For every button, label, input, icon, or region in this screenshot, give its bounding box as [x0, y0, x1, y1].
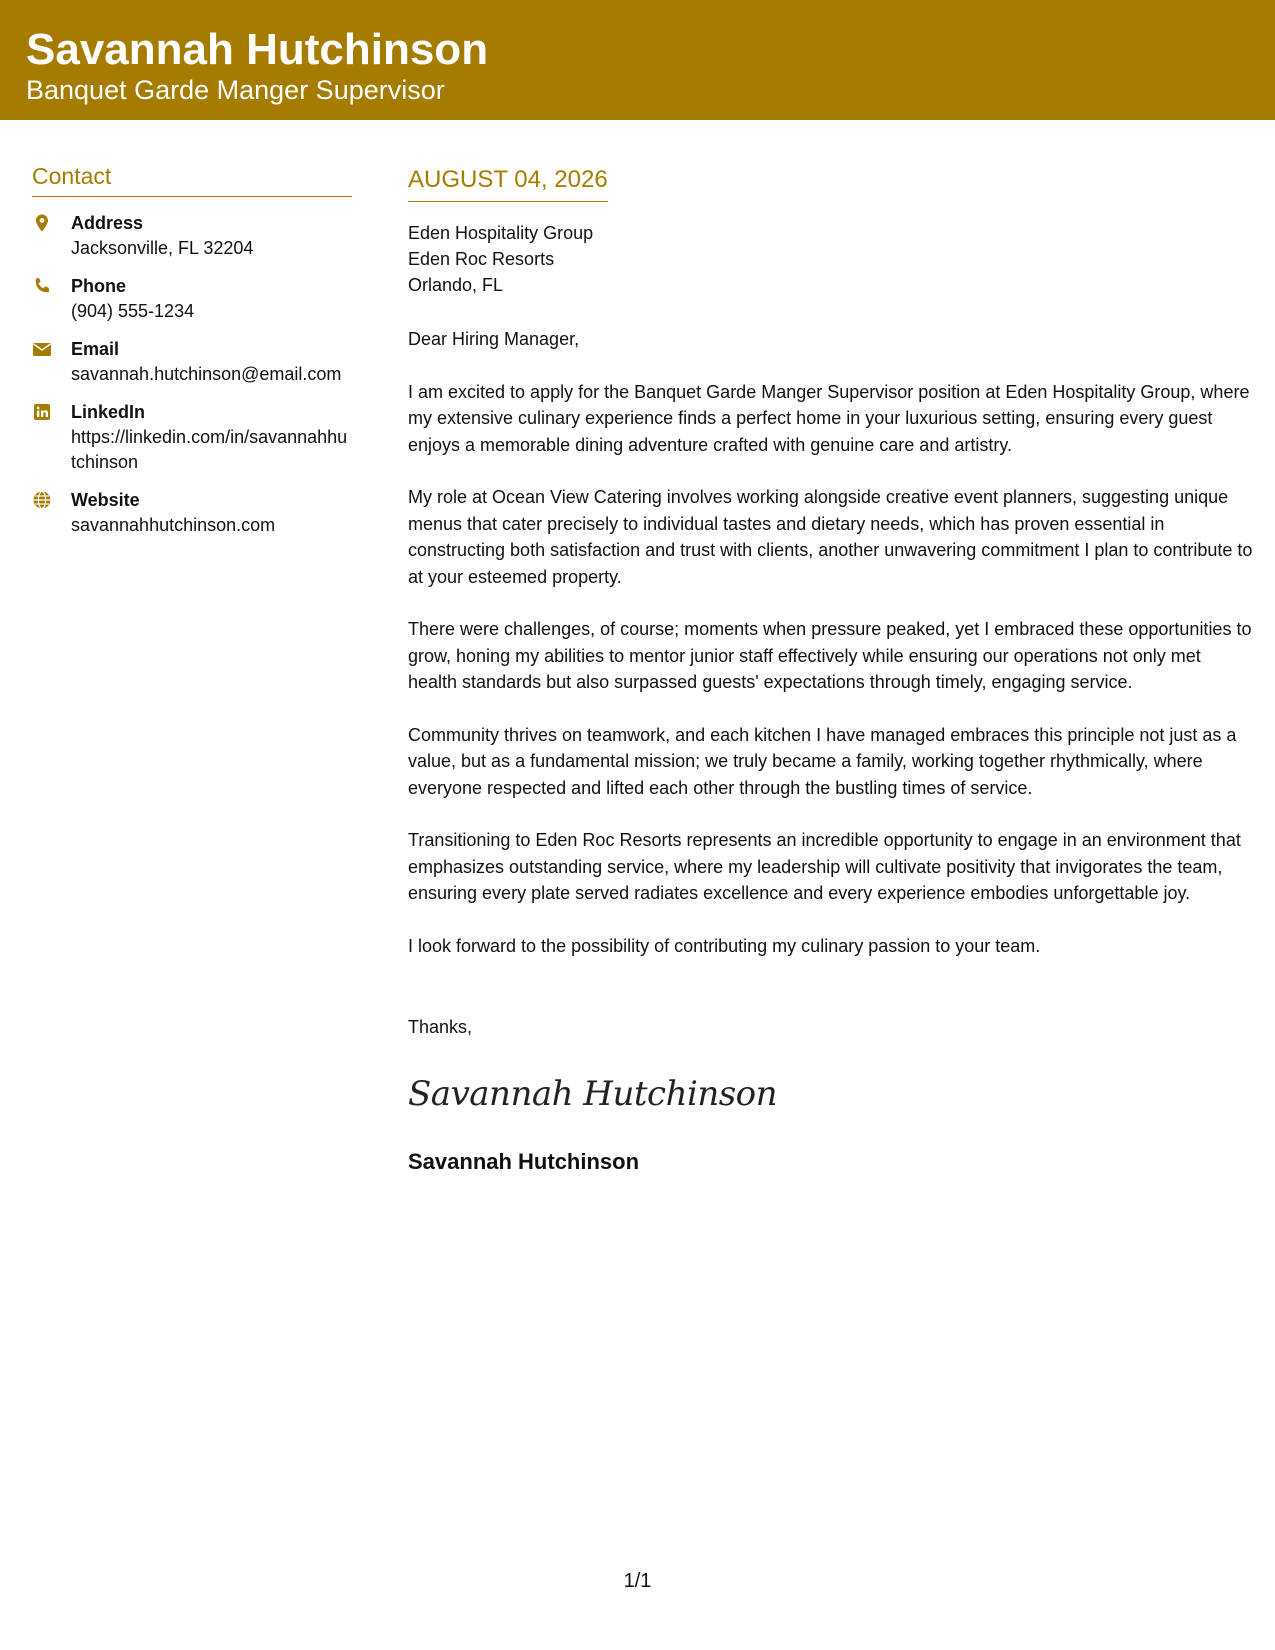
- contact-value: savannah.hutchinson@email.com: [71, 364, 342, 384]
- phone-icon: [32, 276, 52, 296]
- globe-icon: [32, 490, 52, 510]
- letter-body: [408, 164, 1253, 1177]
- contact-linkedin: [32, 400, 352, 475]
- greeting: Dear Hiring Manager,: [408, 329, 580, 349]
- letter-paragraph: I look forward to the possibility of contributing my culinary passion to your team.: [408, 935, 1041, 956]
- recipient-line: Orlando, FL: [408, 275, 504, 295]
- letter-paragraph: I am excited to apply for the Banquet Garde Manger Supervisor position at Eden Hospitality Group, where my extensive culinary experience finds a perfect home in your luxurious setting, ensuring every guest enjoys a memorable dining adventure crafted with genuine care and artistry.: [408, 381, 1250, 455]
- map-pin-icon: [32, 213, 52, 233]
- recipient-line: Eden Roc Resorts: [408, 249, 555, 269]
- letter-paragraph: Transitioning to Eden Roc Resorts represents an incredible opportunity to engage in an environment that emphasizes outstanding service, where my leadership will cultivate positivity that invigorates the team, ensuring every plate served radiates excellence and every experience embodies unforgettable joy.: [408, 830, 1241, 903]
- contact-value: (904) 555-1234: [71, 301, 195, 321]
- recipient-block: [408, 220, 1253, 298]
- contact-email: [32, 337, 352, 387]
- contact-label: Email: [71, 339, 120, 359]
- contact-section-title: Contact: [32, 160, 352, 197]
- contact-address: [32, 211, 352, 261]
- candidate-name: Savannah Hutchinson: [26, 25, 489, 74]
- linkedin-icon: [32, 402, 52, 422]
- letter-date: AUGUST 04, 2026: [408, 164, 608, 202]
- candidate-job-title: Banquet Garde Manger Supervisor: [26, 75, 445, 105]
- contact-value: https://linkedin.com/in/savannahhutchinson: [71, 427, 348, 472]
- contact-label: Website: [71, 490, 140, 510]
- header-banner: [0, 0, 1275, 120]
- signature-name: Savannah Hutchinson: [408, 1148, 640, 1174]
- letter-paragraph: Community thrives on teamwork, and each kitchen I have managed embraces this principle not just as a value, but as a fundamental mission; we truly became a family, working together rhythmically, where everyone respected and lifted each other through the bustling times of service.: [408, 724, 1237, 798]
- closing: Thanks,: [408, 1017, 473, 1037]
- letter-paragraph: There were challenges, of course; moments when pressure peaked, yet I embraced these opportunities to grow, honing my abilities to mentor junior staff effectively while ensuring our operations not only met health standards but also surpassed guests' expectations through timely, engaging service.: [408, 619, 1252, 692]
- recipient-line: Eden Hospitality Group: [408, 223, 594, 243]
- contact-value: savannahhutchinson.com: [71, 515, 276, 535]
- letter-paragraph: My role at Ocean View Catering involves working alongside creative event planners, suggesting unique menus that cater precisely to individual tastes and dietary needs, which has proven essential in constructing both satisfaction and trust with clients, another unwavering commitment I plan to contribute to at your esteemed property.: [408, 487, 1253, 587]
- contact-label: Address: [71, 213, 144, 233]
- page-number: 1/1: [623, 1570, 652, 1592]
- envelope-icon: [32, 339, 52, 359]
- handwritten-signature: Savannah Hutchinson: [408, 1073, 778, 1114]
- contact-label: Phone: [71, 276, 127, 296]
- contact-value: Jacksonville, FL 32204: [71, 238, 254, 258]
- contact-website: [32, 488, 352, 538]
- contact-label: LinkedIn: [71, 402, 146, 422]
- contact-phone: [32, 274, 352, 324]
- contact-sidebar: [32, 160, 352, 551]
